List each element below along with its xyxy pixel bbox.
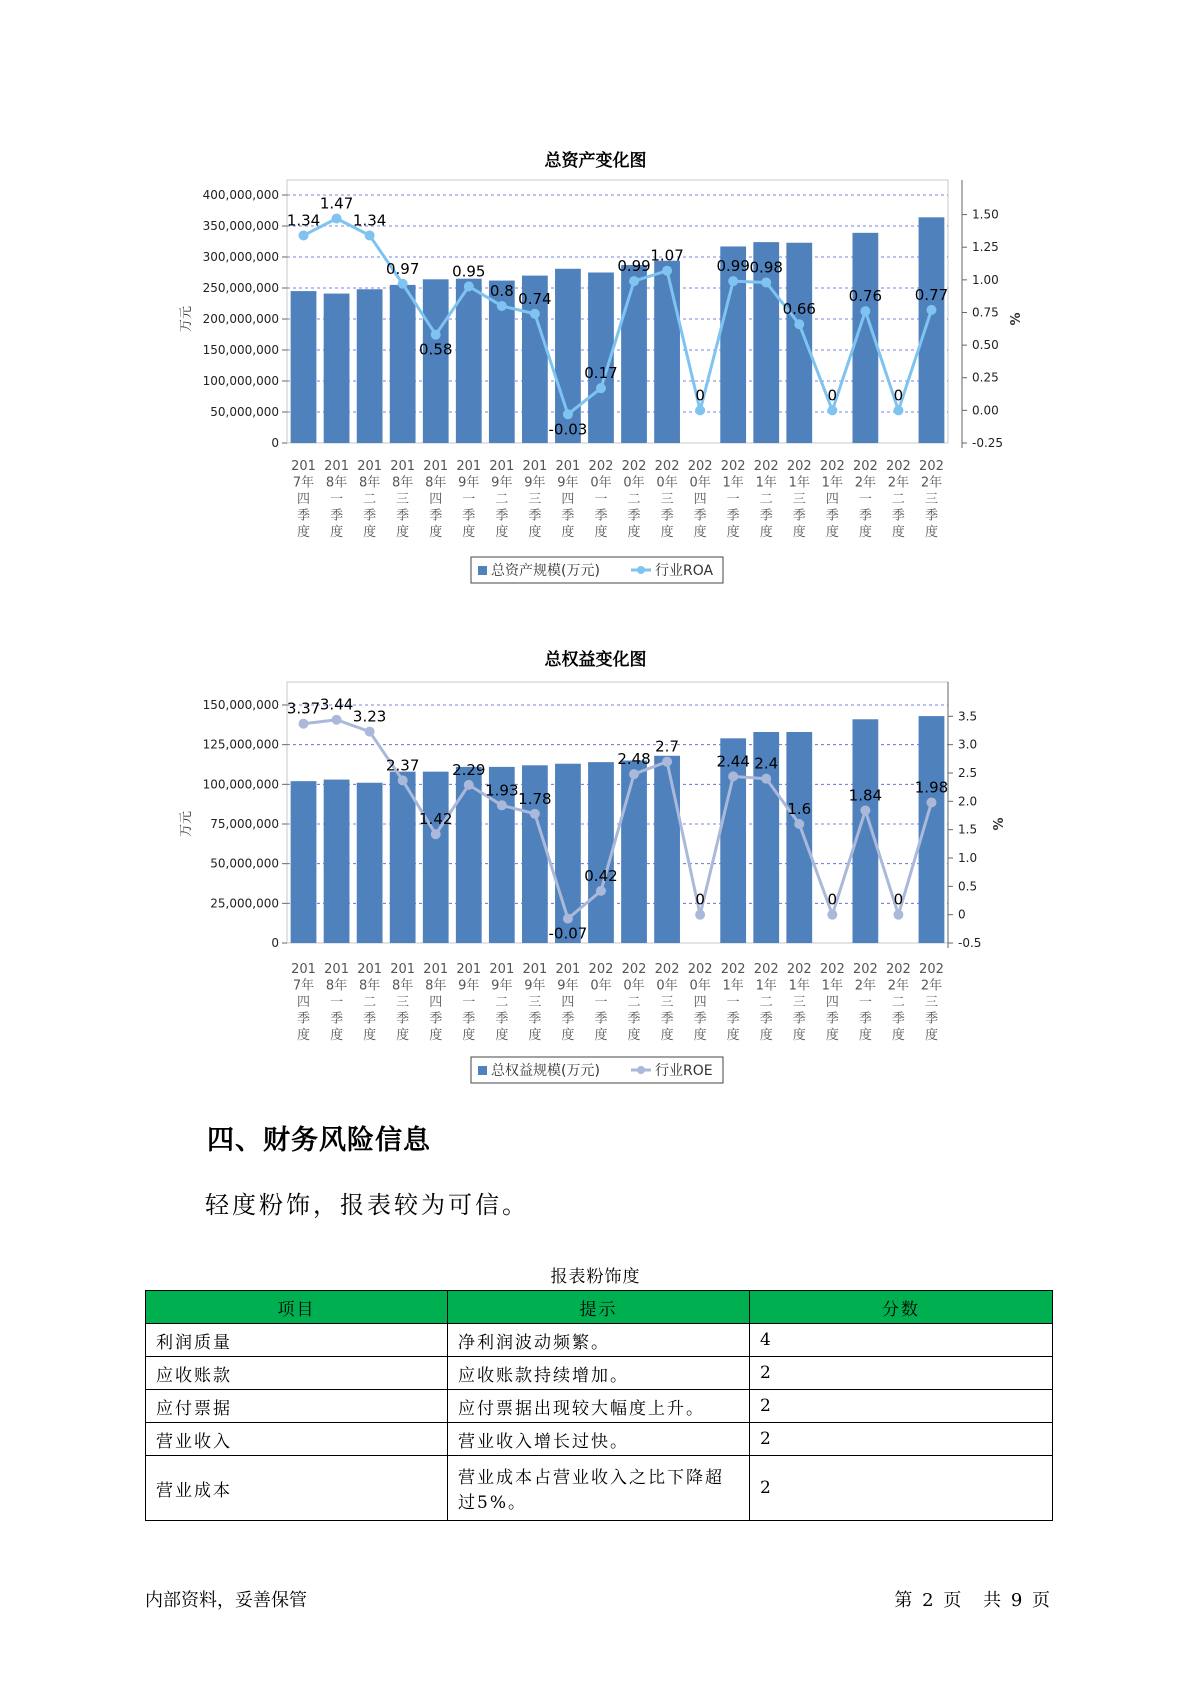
line-point [431,829,441,839]
bar [324,294,350,443]
category-label: 202 1年二季度 [753,459,779,540]
table-row [146,1324,1053,1357]
left-tick-label: 50,000,000 [210,405,279,419]
right-tick-label: 0.5 [958,879,978,894]
legend-line-marker [637,1066,645,1074]
line-point [497,800,507,810]
category-label: 202 1年四季度 [819,962,845,1043]
left-tick-label: 75,000,000 [210,817,279,831]
legend-line-marker [637,566,645,574]
category-label: 201 8年三季度 [390,459,416,540]
line-point [893,910,903,920]
data-label: 0 [695,386,705,405]
data-label: 1.07 [650,246,684,265]
right-tick-label: 1.00 [972,272,999,287]
line-point [860,805,870,815]
page-prefix: 第 [894,1590,913,1611]
left-tick-label: 0 [271,436,279,450]
line-point [563,409,573,419]
legend-bar-label: 总权益规模(万元) [491,1063,600,1079]
row-hint: 应付票据出现较大幅度上升。 [448,1390,750,1423]
right-tick-label: 2.5 [958,766,978,780]
total-unit: 页 [1032,1590,1050,1611]
legend-line-label: 行业ROE [655,1063,713,1079]
right-tick-label: 3.0 [958,737,978,752]
legend-line-label: 行业ROA [655,563,714,579]
category-label: 201 9年三季度 [522,962,548,1043]
category-label: 202 0年一季度 [588,459,614,540]
line-point [596,383,606,393]
bar [423,279,449,443]
data-label: 0.99 [617,257,651,276]
row-item: 营业成本 [146,1456,448,1521]
legend-bar-swatch [478,1066,487,1075]
bar [357,289,383,443]
data-label: 0.77 [914,285,949,304]
right-tick-label: 1.25 [972,240,999,255]
right-tick-label: 1.5 [958,822,978,837]
line-point [860,306,870,316]
footer-page-number [892,1586,1052,1612]
line-point [332,213,342,223]
line-point [794,819,804,829]
data-label: 3.37 [286,699,321,718]
line-point [662,757,672,767]
line-point [926,797,936,807]
category-label: 201 9年四季度 [555,962,581,1043]
line-point [332,715,342,725]
row-score: 2 [750,1357,1053,1390]
data-label: 2.4 [754,754,779,773]
data-label: -0.07 [548,924,588,943]
line-point [398,279,408,289]
data-label: 1.98 [914,778,949,797]
data-label: 2.7 [655,737,680,756]
right-tick-label: 0.50 [972,338,999,353]
line-point [761,277,771,287]
row-hint: 净利润波动频繁。 [448,1324,750,1357]
bar [456,279,482,443]
data-label: 1.78 [518,789,552,808]
legend-bar-swatch [478,566,487,575]
bar [291,781,317,943]
data-label: 0.17 [584,364,618,383]
line-point [464,780,474,790]
category-label: 202 0年四季度 [687,962,713,1043]
category-label: 202 1年二季度 [753,962,779,1043]
bar [852,719,878,943]
data-label: 1.84 [848,786,883,805]
data-label: 0 [827,890,838,909]
section-body: 轻度粉饰，报表较为可信。 [205,1191,529,1219]
left-tick-label: 150,000,000 [202,698,279,712]
left-tick-label: 100,000,000 [202,777,279,792]
data-label: 2.48 [617,750,651,769]
line-point [893,405,903,415]
row-score: 2 [750,1456,1053,1521]
data-label: 0 [893,890,904,909]
table-row [146,1423,1053,1456]
row-item: 应付票据 [146,1390,448,1423]
data-label: 0.97 [385,259,420,278]
left-tick-label: 250,000,000 [202,281,279,295]
data-label: 0.58 [419,340,453,359]
risk-table [145,1290,1053,1521]
line-point [563,914,573,924]
data-label: -0.03 [548,420,588,439]
data-label: 2.44 [716,752,750,771]
table-row [146,1357,1053,1390]
footer-confidential: 内部资料，妥善保管 [145,1590,307,1611]
right-tick-label: -0.5 [958,936,982,950]
chart-title-total-equity: 总权益变化图 [544,650,647,670]
bar [423,772,449,943]
category-label: 202 0年三季度 [654,459,680,540]
right-tick-label: -0.25 [972,436,1004,450]
data-label: 0.74 [518,289,552,308]
line-point [629,769,639,779]
category-label: 202 2年三季度 [919,459,944,540]
y-axis-right-label: % [1009,312,1024,326]
table-caption: 报表粉饰度 [550,1267,641,1287]
left-tick-label: 150,000,000 [202,343,279,357]
bar [357,783,383,943]
category-label: 201 8年三季度 [390,962,416,1043]
data-label: 1.34 [286,211,321,230]
data-label: 0.66 [782,300,816,319]
line-point [761,774,771,784]
header-score: 分数 [750,1291,1053,1324]
y-axis-left-label: 万元 [179,810,194,838]
right-tick-label: 0.75 [972,305,999,320]
line-point [728,771,738,781]
row-score: 2 [750,1390,1053,1423]
line-point [794,319,804,329]
line-point [464,281,474,291]
page-num: 2 [922,1590,934,1611]
data-label: 1.42 [419,810,453,829]
line-point [365,727,375,737]
data-label: 0.98 [749,258,783,277]
bar [291,291,317,443]
left-tick-label: 200,000,000 [202,312,279,326]
data-label: 3.23 [352,707,387,726]
header-hint: 提示 [448,1291,750,1324]
bar [390,285,416,443]
bar [919,217,945,443]
data-label: 0.99 [716,257,750,276]
line-point [596,886,606,896]
legend-bar-label: 总资产规模(万元) [491,563,600,579]
line-point [827,405,837,415]
data-label: 0.8 [489,281,514,300]
data-label: 0.95 [452,262,486,281]
table-row [146,1456,1053,1521]
left-tick-label: 25,000,000 [210,896,279,911]
y-axis-left-label: 万元 [179,305,194,333]
data-label: 1.34 [352,211,387,230]
category-label: 202 1年三季度 [786,459,812,540]
row-item: 营业收入 [146,1423,448,1456]
category-label: 201 9年一季度 [456,962,482,1043]
total-num: 9 [1010,1590,1023,1611]
right-tick-label: 1.0 [958,851,978,865]
category-label: 201 7年四季度 [291,459,316,540]
line-point [662,266,672,276]
category-label: 202 1年三季度 [786,962,812,1043]
category-label: 201 9年二季度 [489,962,515,1043]
row-hint: 营业成本占营业收入之比下降超过5%。 [448,1456,750,1521]
row-item: 利润质量 [146,1324,448,1357]
right-tick-label: 1.50 [972,207,999,222]
left-tick-label: 50,000,000 [210,856,279,871]
line-point [299,230,309,240]
left-tick-label: 400,000,000 [202,188,279,202]
data-label: 1.47 [319,194,354,213]
line-point [497,301,507,311]
data-label: 1.6 [787,800,812,818]
right-tick-label: 0 [958,907,966,922]
category-label: 202 1年四季度 [819,459,845,540]
row-item: 应收账款 [146,1357,448,1390]
category-label: 202 2年一季度 [852,962,878,1043]
category-label: 202 1年一季度 [720,962,746,1043]
line-point [695,405,705,415]
line-point [398,775,408,785]
bar [588,762,614,943]
right-tick-label: 0.25 [972,370,999,385]
line-point [431,330,441,340]
left-tick-label: 350,000,000 [202,219,279,233]
bar [786,732,812,943]
category-label: 202 2年二季度 [886,459,911,540]
bar [654,756,680,943]
line-point [299,719,309,729]
section-heading: 四、财务风险信息 [207,1125,431,1156]
bar [456,767,482,943]
category-label: 201 7年四季度 [291,962,316,1043]
data-label: 2.37 [385,756,420,775]
data-label: 3.44 [319,695,354,714]
category-label: 202 2年二季度 [886,962,911,1043]
category-label: 201 8年二季度 [357,459,383,540]
data-label: 0 [827,386,838,405]
line-point [530,309,540,319]
left-tick-label: 100,000,000 [202,374,279,388]
row-hint: 营业收入增长过快。 [448,1423,750,1456]
right-tick-label: 2.0 [958,794,978,809]
left-tick-label: 0 [271,936,279,950]
left-tick-label: 125,000,000 [202,737,279,752]
bar [621,265,647,443]
category-label: 201 8年四季度 [423,962,449,1043]
category-label: 202 2年一季度 [852,459,878,540]
line-point [629,276,639,286]
category-label: 201 8年一季度 [324,459,349,540]
y-axis-right-label: % [992,817,1007,831]
bar [720,246,746,443]
line-point [530,809,540,819]
category-label: 201 8年二季度 [357,962,383,1043]
right-tick-label: 0.00 [972,403,999,418]
category-label: 202 0年二季度 [621,459,647,540]
category-label: 201 8年一季度 [324,962,349,1043]
data-label: 0 [695,890,705,909]
category-label: 201 8年四季度 [423,459,449,540]
category-label: 202 0年一季度 [588,962,614,1043]
line-point [827,910,837,920]
category-label: 202 0年二季度 [621,962,647,1043]
line-point [926,305,936,315]
category-label: 202 2年三季度 [919,962,944,1043]
line-point [728,276,738,286]
total-prefix: 共 [983,1590,1002,1611]
category-label: 201 9年一季度 [456,459,482,540]
bar [654,261,680,443]
line-point [695,910,705,920]
table-header-row [146,1291,1053,1324]
chart-title-total-assets: 总资产变化图 [544,151,647,171]
row-hint: 应收账款持续增加。 [448,1357,750,1390]
category-label: 202 0年三季度 [654,962,680,1043]
bar [621,761,647,943]
chart-total-equity [0,670,1191,1090]
row-score: 2 [750,1423,1053,1456]
data-label: 0.76 [848,287,883,306]
data-label: 0.42 [584,866,618,885]
right-tick-label: 3.5 [958,709,978,724]
category-label: 201 9年二季度 [489,459,515,540]
category-label: 201 9年四季度 [555,459,581,540]
data-label: 2.29 [452,760,486,779]
data-label: 0 [893,386,904,405]
chart-total-assets [0,170,1191,620]
page-unit: 页 [943,1590,962,1611]
line-point [365,230,375,240]
bar [324,780,350,943]
category-label: 202 0年四季度 [687,459,713,540]
data-label: 1.93 [485,781,519,800]
category-label: 202 1年一季度 [720,459,746,540]
category-label: 201 9年三季度 [522,459,548,540]
table-row [146,1390,1053,1423]
header-item: 项目 [146,1291,448,1324]
row-score: 4 [750,1324,1053,1357]
bar [786,243,812,443]
left-tick-label: 300,000,000 [202,250,279,264]
